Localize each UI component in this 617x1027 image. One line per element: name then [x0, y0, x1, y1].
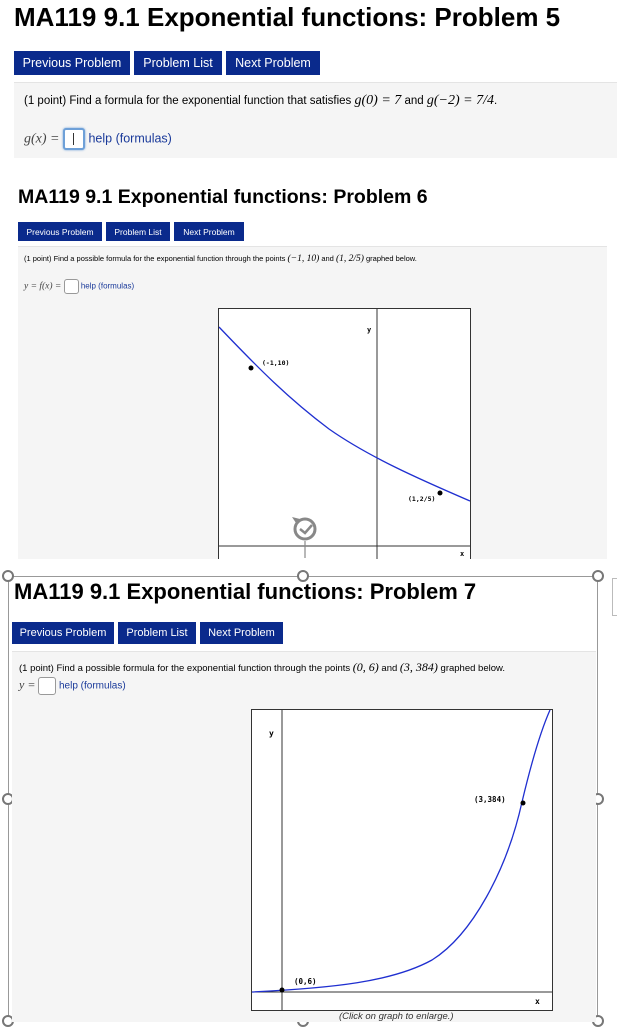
p7-point-1: (0, 6): [352, 660, 379, 674]
p5-next-problem-button[interactable]: Next Problem: [226, 51, 320, 75]
p7-previous-problem-button[interactable]: Previous Problem: [12, 622, 114, 644]
p6-answer-input[interactable]: [64, 279, 79, 294]
p6-graph-svg: [219, 309, 470, 559]
p6-point-1-label: (-1,10): [262, 359, 290, 367]
p7-help-formulas-link[interactable]: help (formulas): [59, 680, 126, 692]
p6-title: MA119 9.1 Exponential functions: Problem 6: [18, 186, 428, 208]
rotate-handle-icon[interactable]: [288, 514, 328, 558]
p6-answer-label: y = f(x) =: [24, 281, 62, 292]
p6-next-problem-button[interactable]: Next Problem: [174, 222, 244, 241]
resize-handle-top-right[interactable]: [592, 570, 604, 582]
p5-answer-input[interactable]: [63, 128, 85, 150]
p6-statement-prefix: (1 point) Find a possible formula for the exponential function through the points: [24, 254, 288, 263]
p5-statement: [24, 93, 497, 109]
p6-problem-list-button[interactable]: Problem List: [106, 222, 170, 241]
p6-y-axis-label: y: [367, 326, 372, 334]
text-cursor-icon: [73, 133, 74, 145]
p7-point-1-marker: [280, 988, 285, 993]
p7-point-2: (3, 384): [399, 660, 438, 674]
p7-graph[interactable]: [251, 709, 553, 1011]
resize-handle-top-left[interactable]: [2, 570, 14, 582]
p6-answer-row: [24, 279, 134, 294]
p7-answer-label: y =: [19, 677, 36, 692]
p7-and: and: [378, 663, 400, 674]
p5-previous-problem-button[interactable]: Previous Problem: [14, 51, 130, 75]
p6-curve: [219, 327, 470, 501]
p5-period: .: [493, 95, 498, 107]
p6-point-2-label: (1,2/5): [408, 495, 436, 503]
p5-problem-box: [14, 82, 617, 158]
p5-problem-list-button[interactable]: Problem List: [134, 51, 222, 75]
p6-graph[interactable]: [218, 308, 471, 559]
p6-and: and: [319, 254, 336, 263]
p7-title: MA119 9.1 Exponential functions: Problem 7: [14, 579, 477, 604]
p7-x-axis-label: x: [535, 997, 540, 1006]
p7-point-2-label: (3,384): [474, 795, 506, 804]
p5-title: MA119 9.1 Exponential functions: Problem 5: [14, 2, 561, 32]
p6-point-2-marker: [438, 491, 443, 496]
p5-answer-label: g(x) =: [24, 131, 60, 147]
p6-previous-problem-button[interactable]: Previous Problem: [18, 222, 102, 241]
p7-graph-caption[interactable]: (Click on graph to enlarge.): [339, 1011, 454, 1022]
p7-graph-svg: [252, 710, 552, 1010]
p5-help-formulas-link[interactable]: help (formulas): [88, 131, 172, 146]
p5-statement-prefix: (1 point) Find a formula for the exponential function that satisfies: [24, 95, 355, 107]
p7-statement: [19, 660, 505, 675]
p7-answer-input[interactable]: [38, 677, 56, 695]
p5-condition-2: g(−2) = 7/4: [426, 93, 494, 108]
p5-and: and: [401, 95, 427, 107]
p7-statement-prefix: (1 point) Find a possible formula for the exponential function through the points: [19, 663, 353, 674]
p7-problem-list-button[interactable]: Problem List: [118, 622, 196, 644]
p7-curve: [252, 710, 550, 992]
p7-point-2-marker: [521, 801, 526, 806]
p6-suffix: graphed below.: [363, 254, 417, 263]
p5-answer-row: [24, 128, 172, 150]
p7-answer-row: [19, 677, 126, 695]
p5-condition-1: g(0) = 7: [354, 93, 402, 108]
p6-point-1-marker: [249, 366, 254, 371]
p7-point-1-label: (0,6): [294, 977, 317, 986]
p6-help-formulas-link[interactable]: help (formulas): [80, 281, 135, 291]
p6-point-2: (1, 2/5): [335, 254, 364, 264]
side-panel-edge: [612, 578, 617, 616]
p6-point-1: (−1, 10): [287, 254, 320, 264]
p7-y-axis-label: y: [269, 729, 274, 738]
p6-x-axis-label: x: [460, 550, 465, 558]
p7-next-problem-button[interactable]: Next Problem: [200, 622, 283, 644]
p7-suffix: graphed below.: [437, 663, 505, 674]
p6-statement: [24, 254, 417, 264]
